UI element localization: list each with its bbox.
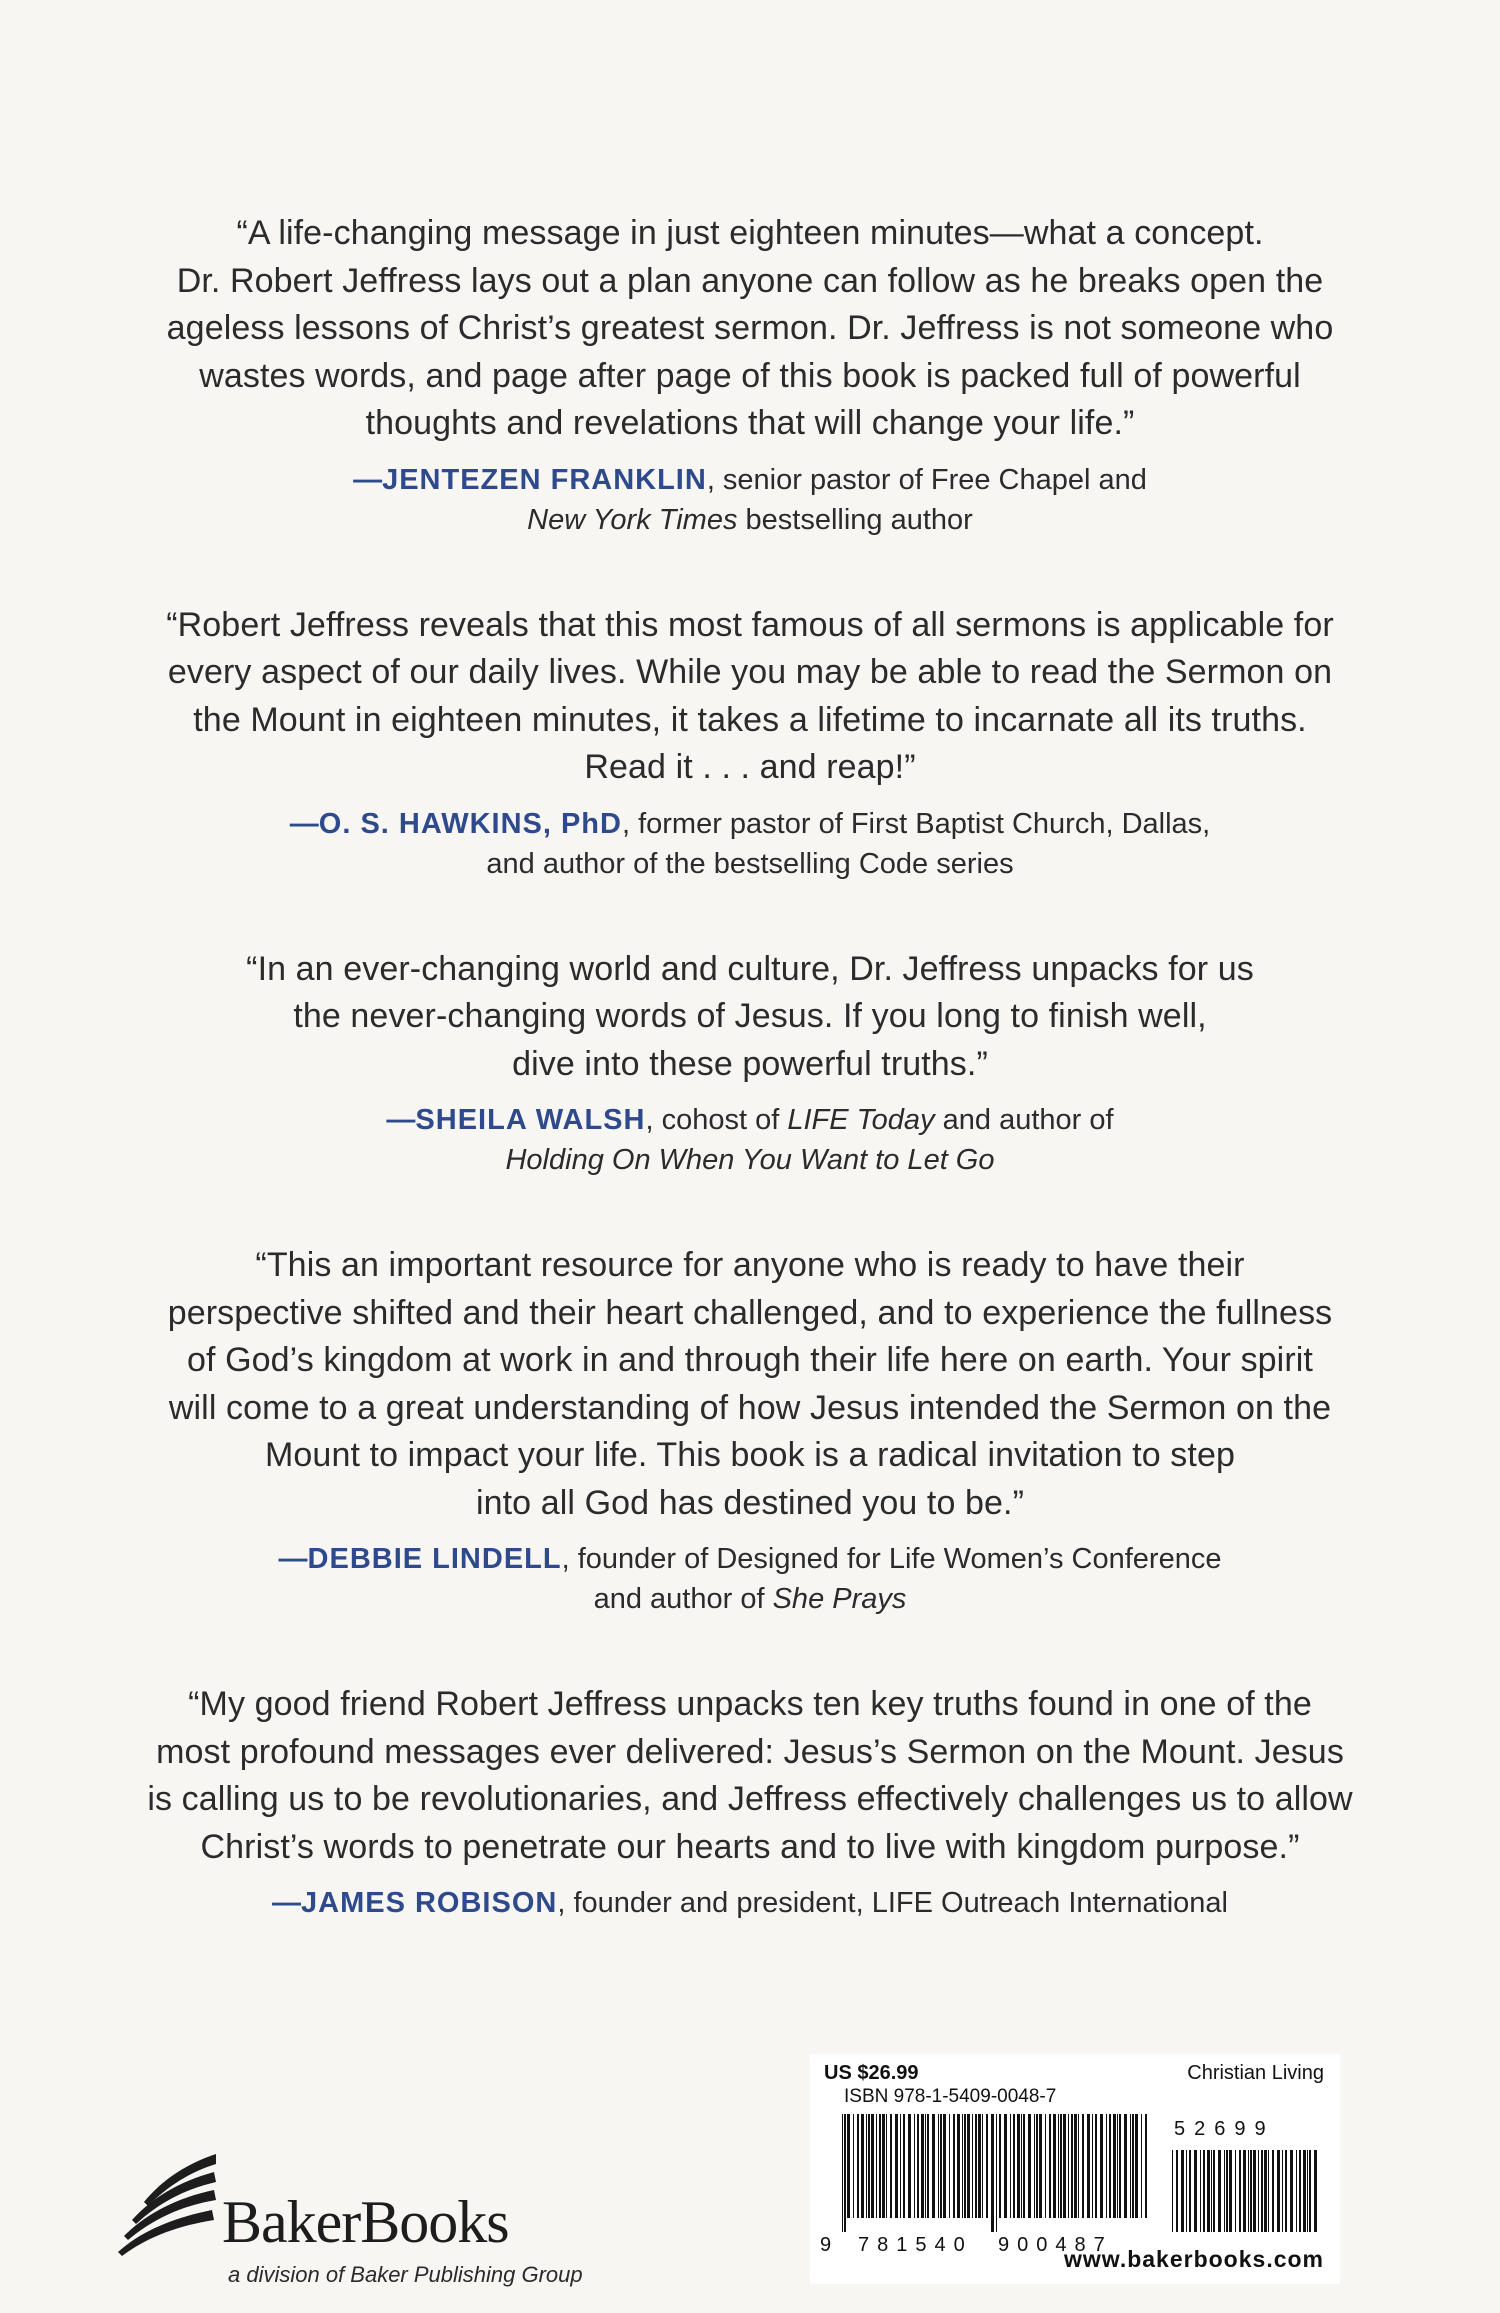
barcode-digits-left: 781540: [858, 2234, 973, 2256]
barcode-bar: [866, 2114, 867, 2218]
barcode-bar: [943, 2114, 946, 2218]
barcode-bar: [962, 2114, 963, 2218]
barcode-bar: [1100, 2114, 1103, 2218]
price: US $26.99: [824, 2062, 919, 2084]
barcode-bar: [927, 2114, 929, 2218]
barcode-bar: [1087, 2114, 1090, 2218]
barcode-bar: [914, 2114, 915, 2218]
barcode-bar: [1226, 2150, 1228, 2232]
endorsement-quote: “Robert Jeffress reveals that this most famous of all sermons is applicable for every aspect of our daily lives. While you may be able to read the Sermon on the Mount in eighteen minutes, it takes a lifetime to incarnate all its truths. Read it . . . and reap!”: [166, 605, 1334, 786]
barcode-bar: [1239, 2150, 1241, 2232]
barcode-bar: [908, 2114, 911, 2218]
barcode-bar: [975, 2114, 977, 2218]
barcode-bar: [1068, 2114, 1069, 2218]
barcode-bar: [1272, 2150, 1274, 2232]
barcode-bar: [1082, 2114, 1084, 2218]
barcode-bar: [917, 2114, 919, 2218]
barcode-label: [810, 2054, 1340, 2284]
barcode-bar: [938, 2114, 939, 2218]
barcode-digit-first: 9: [820, 2234, 832, 2256]
barcode-bar: [876, 2114, 877, 2218]
endorser-name: DEBBIE LINDELL: [307, 1543, 562, 1575]
barcode-bar: [1130, 2114, 1131, 2218]
category: Christian Living: [1187, 2062, 1324, 2084]
endorser-name: JAMES ROBISON: [301, 1887, 558, 1919]
barcode-bar: [1268, 2150, 1269, 2232]
endorser-name: O. S. HAWKINS, PhD: [318, 807, 622, 840]
barcode-bar: [1200, 2150, 1201, 2232]
barcode-bar: [925, 2114, 926, 2218]
barcode-bar: [900, 2114, 901, 2218]
endorsement-attribution: —O. S. HAWKINS, PhD, former pastor of First Baptist Church, Dallas, and author of the bestselling Code series: [289, 807, 1211, 880]
barcode-bar: [1307, 2150, 1308, 2232]
barcode-bar: [1229, 2150, 1232, 2232]
barcode-bar: [903, 2114, 905, 2218]
barcode-bar: [953, 2114, 955, 2218]
barcode-bar: [1135, 2114, 1138, 2218]
barcode-bar: [1261, 2150, 1263, 2232]
barcode-bar: [1106, 2114, 1107, 2218]
barcode-bar: [1285, 2150, 1287, 2232]
isbn-barcode: [840, 2114, 1150, 2232]
baker-books-swoosh-icon: [110, 2140, 230, 2260]
barcode-bar: [1211, 2150, 1212, 2232]
publisher-website: www.bakerbooks.com: [1064, 2246, 1324, 2272]
barcode-bar: [1299, 2150, 1301, 2232]
barcode-bar: [972, 2114, 973, 2218]
barcode-bar: [1036, 2114, 1038, 2218]
barcode-bar: [991, 2114, 994, 2232]
barcode-bar: [1023, 2114, 1025, 2218]
barcode-bar: [999, 2114, 1001, 2218]
barcode-bar: [844, 2114, 846, 2232]
endorsement-attribution: —JENTEZEN FRANKLIN, senior pastor of Free Chapel and New York Times bestselling author: [353, 463, 1147, 536]
barcode-bar: [1290, 2150, 1293, 2232]
barcode-bar: [1010, 2114, 1011, 2218]
endorsement-quote: “A life-changing message in just eighteen minutes—what a concept. Dr. Robert Jeffress lays out a plan anyone can follow as he breaks open the ageless lessons of Christ’s greatest sermon. Dr. Jeffress is not someone who wastes words, and page after page of this book is packed full of powerful thoughts and revelations that will change your life.”: [166, 214, 1334, 442]
barcode-bar: [1092, 2114, 1093, 2218]
barcode-bar: [1132, 2114, 1134, 2218]
barcode-bar: [982, 2114, 983, 2218]
barcode-bar: [1028, 2114, 1031, 2218]
endorsement-quote: “This an important resource for anyone who is ready to have their perspective shifted and their heart challenged, and to experience the fullness of God’s kingdom at work in and through their life here on earth. Your spirit will come to a great understanding of how Jesus intended the Sermon on the Mount to impact your life. This book is a radical invitation to step into all God has destined you to be.”: [167, 1246, 1333, 1522]
endorsement-attribution: —SHEILA WALSH, cohost of LIFE Today and author of Holding On When You Want to Let Go: [386, 1104, 1114, 1176]
barcode-bar: [1004, 2114, 1007, 2218]
barcode-bar: [1248, 2150, 1249, 2232]
barcode-bar: [1264, 2150, 1267, 2232]
barcode-bar: [879, 2114, 881, 2218]
barcode-bar: [1034, 2114, 1035, 2218]
barcode-bar: [940, 2114, 942, 2218]
barcode-bar: [949, 2114, 950, 2218]
barcode-bar: [1074, 2114, 1077, 2218]
barcode-bar: [1109, 2114, 1111, 2218]
barcode-bar: [1063, 2114, 1066, 2218]
price-barcode: [1170, 2150, 1320, 2232]
barcode-bar: [1194, 2150, 1197, 2232]
barcode-bar: [895, 2114, 898, 2218]
barcode-bar: [1250, 2150, 1252, 2232]
barcode-bar: [1117, 2114, 1118, 2218]
barcode-digits-right: 900487: [998, 2234, 1113, 2256]
barcode-bar: [1207, 2150, 1210, 2232]
barcode-bar: [1243, 2150, 1246, 2232]
barcode-bar: [1113, 2114, 1116, 2218]
barcode-bar: [957, 2114, 960, 2218]
barcode-bar: [857, 2114, 859, 2218]
barcode-bar: [847, 2114, 850, 2218]
barcode-bar: [1181, 2150, 1184, 2232]
endorsement-franklin: [120, 210, 1380, 540]
barcode-bar: [1060, 2114, 1062, 2218]
barcode-bar: [871, 2114, 874, 2218]
barcode-bar: [1309, 2150, 1311, 2232]
endorser-name: SHEILA WALSH: [415, 1104, 646, 1136]
barcode-bar: [1095, 2114, 1097, 2218]
endorsement-quote: “In an ever-changing world and culture, Dr. Jeffress unpacks for us the never-changing words of Jesus. If you long to finish well, dive into these powerful truths.”: [246, 949, 1254, 1083]
barcode-bar: [1045, 2114, 1046, 2218]
barcode-bar: [986, 2114, 988, 2218]
barcode-bar: [1253, 2150, 1256, 2232]
barcode-bar: [967, 2114, 970, 2218]
barcode-bar: [868, 2114, 870, 2218]
barcode-bar: [1145, 2114, 1147, 2218]
barcode-bar: [1218, 2150, 1221, 2232]
isbn: ISBN 978-1-5409-0048-7: [844, 2086, 1057, 2107]
barcode-bar: [1049, 2114, 1051, 2218]
barcode-bar: [1314, 2150, 1317, 2232]
publisher-logo: [110, 2140, 590, 2290]
endorsement-walsh: [120, 946, 1380, 1181]
barcode-bar: [932, 2114, 935, 2218]
barcode-bar: [1021, 2114, 1022, 2218]
barcode-bar: [1235, 2150, 1236, 2232]
barcode-bar: [996, 2114, 997, 2232]
barcode-bar: [886, 2114, 887, 2218]
barcode-bar: [1039, 2114, 1042, 2218]
barcode-bar: [861, 2114, 864, 2218]
price-code: 52699: [1174, 2118, 1275, 2140]
barcode-bar: [1013, 2114, 1015, 2218]
barcode-bar: [1071, 2114, 1073, 2218]
barcode-bar: [978, 2114, 981, 2218]
publisher-name: BakerBooks: [222, 2189, 509, 2255]
barcode-bar: [1124, 2114, 1127, 2218]
barcode-bar: [842, 2114, 843, 2232]
endorsement-attribution: —DEBBIE LINDELL, founder of Designed for Life Women’s Conference and author of She Prays: [278, 1543, 1222, 1615]
barcode-bar: [1203, 2150, 1205, 2232]
endorsement-quote: “My good friend Robert Jeffress unpacks ten key truths found in one of the most profound messages ever delivered: Jesus’s Sermon on the Mount. Jesus is calling us to be revolutionaries, and Jeffress effectively challenges us to allow Christ’s words to penetrate our hearts and to live with kingdom purpose.”: [147, 1685, 1353, 1866]
barcode-bar: [1058, 2114, 1059, 2218]
endorsement-robison: [120, 1681, 1380, 1923]
barcode-bar: [1053, 2114, 1056, 2218]
barcode-bar: [1141, 2114, 1142, 2218]
barcode-bar: [1303, 2150, 1306, 2232]
barcode-bar: [964, 2114, 966, 2218]
barcode-bar: [1119, 2114, 1121, 2218]
barcode-bar: [1224, 2150, 1225, 2232]
publisher-tagline: a division of Baker Publishing Group: [228, 2262, 583, 2287]
barcode-bar: [1189, 2150, 1191, 2232]
endorsement-attribution: —JAMES ROBISON, founder and president, LIFE Outreach International: [272, 1887, 1228, 1919]
endorsement-lindell: [120, 1242, 1380, 1619]
barcode-bar: [1172, 2150, 1173, 2232]
barcode-bar: [1017, 2114, 1020, 2218]
barcode-bar: [1277, 2150, 1280, 2232]
barcode-bar: [921, 2114, 924, 2218]
barcode-bar: [1296, 2150, 1297, 2232]
barcode-bar: [1282, 2150, 1283, 2232]
endorser-name: JENTEZEN FRANKLIN: [382, 463, 707, 496]
endorsement-hawkins: [120, 602, 1380, 884]
barcode-bar: [1213, 2150, 1215, 2232]
barcode-bar: [1176, 2150, 1178, 2232]
barcode-bar: [1186, 2150, 1187, 2232]
barcode-bar: [890, 2114, 892, 2218]
endorsements: [120, 210, 1380, 1985]
barcode-bar: [1258, 2150, 1259, 2232]
barcode-bar: [853, 2114, 854, 2218]
barcode-bar: [1078, 2114, 1079, 2218]
barcode-bar: [882, 2114, 885, 2218]
